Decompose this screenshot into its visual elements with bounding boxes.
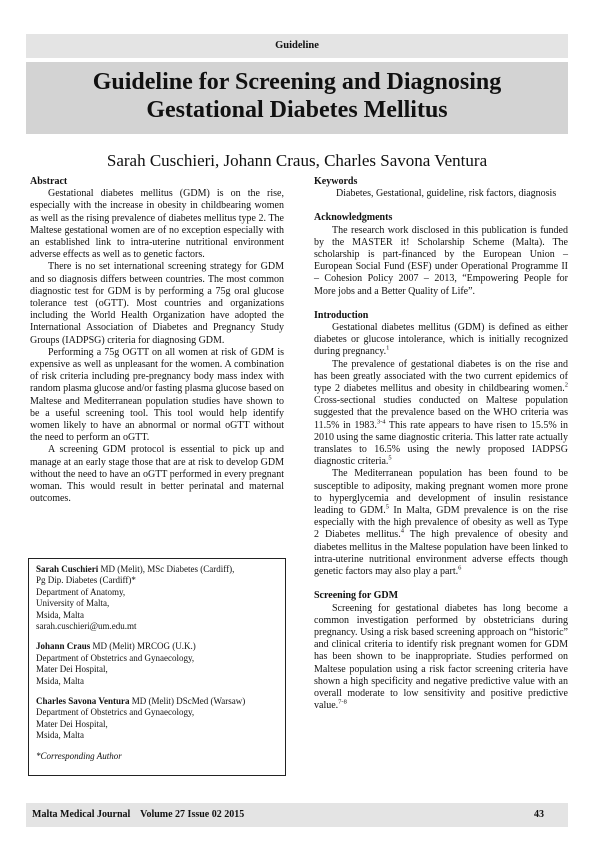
author-affiliations-box [28,558,286,776]
introduction-paragraph: The Mediterranean population has been found to be susceptible to adiposity, making pregnant women more prone to hyperglycemia and development of insulin resistance leading to GDM.$^5$ In Malta, GDM prevalence is on the rise especially with the high prevalence of obesity as well as Type 2 Diabetes mellitus.$^4$ The high prevalence of obesity and diabetes mellitus in the Maltese population have been linked to intra-uterine nutritional environment adverse effects though genetic factors may also play a part.$^6$ [314,468,568,578]
acknowledgments-text: The research work disclosed in this publication is funded by the MASTER it! Scholarship Scheme (Malta). The scholarship is part-financed by the European Union – European Social Fund (ESF) under Operational Programme II – Cohesion Policy 2007 – 2013, “Empowering People for More jobs and a Better Quality of Life”. [314,224,568,297]
acknowledgments-heading: Acknowledgments [314,212,393,224]
keywords-text: Diabetes, Gestational, guideline, risk factors, diagnosis [336,188,557,200]
running-header [26,34,568,58]
author-credentials: MD (Melit) MRCOG (U.K.) [90,641,196,652]
author-credentials: MD (Melit), MSc Diabetes (Cardiff), [98,564,235,574]
citation: 5 [385,503,390,511]
affiliation-line: University of Malta, [36,598,110,609]
abstract-paragraph: A screening GDM protocol is essential to pick up and manage at an early stage those that are at risk to develop GDM without the need to have an oGTT performed in every pregnant woman. This would result in better perinatal and maternal outcomes. [30,444,284,505]
introduction-paragraph: Gestational diabetes mellitus (GDM) is defined as either diabetes or glucose intolerance, which is initially recognized during pregnancy.$^1$ [314,322,568,358]
author-name: Johann Craus [36,641,91,652]
citation: 6 [458,564,462,572]
left-column [30,176,284,505]
article-title [26,68,568,124]
author-affiliation [36,696,278,742]
citation: 3-4 [376,418,386,426]
running-title: Guideline [275,40,319,51]
affiliation-line: Msida, Malta [36,730,84,741]
abstract-paragraph: Gestational diabetes mellitus (GDM) is on the rise, especially with the increase in obesity in childbearing women as well as the rising prevalence of diabetes mellitus type 2. The Maltese gestational women are of no exception especially with an established link to intra-uterine nutritional environment adverse effects as well as to genetic factors. [30,188,284,261]
citation: 2 [564,381,568,389]
citation: 7-8 [338,698,347,706]
page-footer [26,803,568,827]
author-credentials: Pg Dip. Diabetes (Cardiff)* [36,575,136,586]
affiliation-line: Mater Dei Hospital, [36,664,108,675]
page-number: 43 [534,809,544,820]
author-credentials: MD (Melit) DScMed (Warsaw) [129,696,246,707]
author-email: sarah.cuschieri@um.edu.mt [36,621,137,632]
introduction-heading: Introduction [314,309,369,321]
screening-heading: Screening for GDM [314,590,399,602]
citation: 1 [386,345,390,353]
author-affiliation [36,564,278,632]
screening-paragraph: Screening for gestational diabetes has long become a common investigation performed by obstetricians during pregnancy. Using a risk based screening approach on “historic” and clinical criteria to identify risk pregnant women for GDM has been shown to be inappropriate. Studies performed on Maltese population using a risk factor screening criteria have shown a high specificity and negative predictive value with an overall moderate to low sensitivity and positive predictive value.$^{7-8}$ [314,602,568,712]
affiliation-line: Department of Obstetrics and Gynaecology, [36,707,195,718]
journal-citation: Malta Medical Journal Volume 27 Issue 02 2015 [32,809,245,820]
title-line-1: Guideline for Screening and Diagnosing [92,69,502,95]
author-list: Sarah Cuschieri, Johann Craus, Charles Savona Ventura [106,151,488,170]
author-name: Charles Savona Ventura [36,696,130,707]
abstract-heading: Abstract [30,176,68,187]
corresponding-author-note: *Corresponding Author [36,750,122,761]
affiliation-line: Msida, Malta [36,675,84,686]
keywords-heading: Keywords [314,176,358,187]
abstract-paragraph: There is no set international screening strategy for GDM and so diagnosis differs between countries. The most common diagnostic test for GDM is by performing a 75g oral glucose tolerance test (oGTT). Most countries and organizations including the World Health Organization have adopted the International Association of Diabetes and Pregnancy Study Groups (IADPSG) criteria for diagnosing GDM. [30,261,284,346]
author-affiliation [36,641,278,687]
citation: 5 [388,454,392,462]
affiliation-line: Department of Anatomy, [36,586,126,597]
affiliation-line: Msida, Malta [36,609,84,620]
title-line-2: Gestational Diabetes Mellitus [146,97,448,123]
citation: 4 [400,528,404,536]
author-name: Sarah Cuschieri [36,564,99,574]
introduction-paragraph: The prevalence of gestational diabetes is on the rise and has been greatly associated with the two current epidemics of type 2 diabetes mellitus and obesity in childbearing women.$^2$ Cross-sectional studies conducted on Maltese population suggested that the prevalence based on the WHO criteria was 11.5% in 1983.$^{3-4}$ This rate appears to have risen to 15.5% in 2010 using the same diagnostic criteria. This latter rate actually translates to 16.5% using the newly proposed IADPSG diagnostic criteria.$^5$ [314,358,568,468]
right-column [314,176,568,712]
abstract-paragraph: Performing a 75g OGTT on all women at risk of GDM is expensive as well as unpleasant for the women. A combination of risk criteria including pre-pregnancy body mass index with random plasma glucose and/or fasting plasma glucose based on Maltese and Mediterranean population studies have shown to be a useful screening tool. This tool would help identify women likely to have an abnormal or normal oGTT without the need to perform an oGTT. [30,346,284,444]
affiliation-line: Mater Dei Hospital, [36,718,108,729]
affiliation-line: Department of Obstetrics and Gynaecology, [36,652,195,663]
